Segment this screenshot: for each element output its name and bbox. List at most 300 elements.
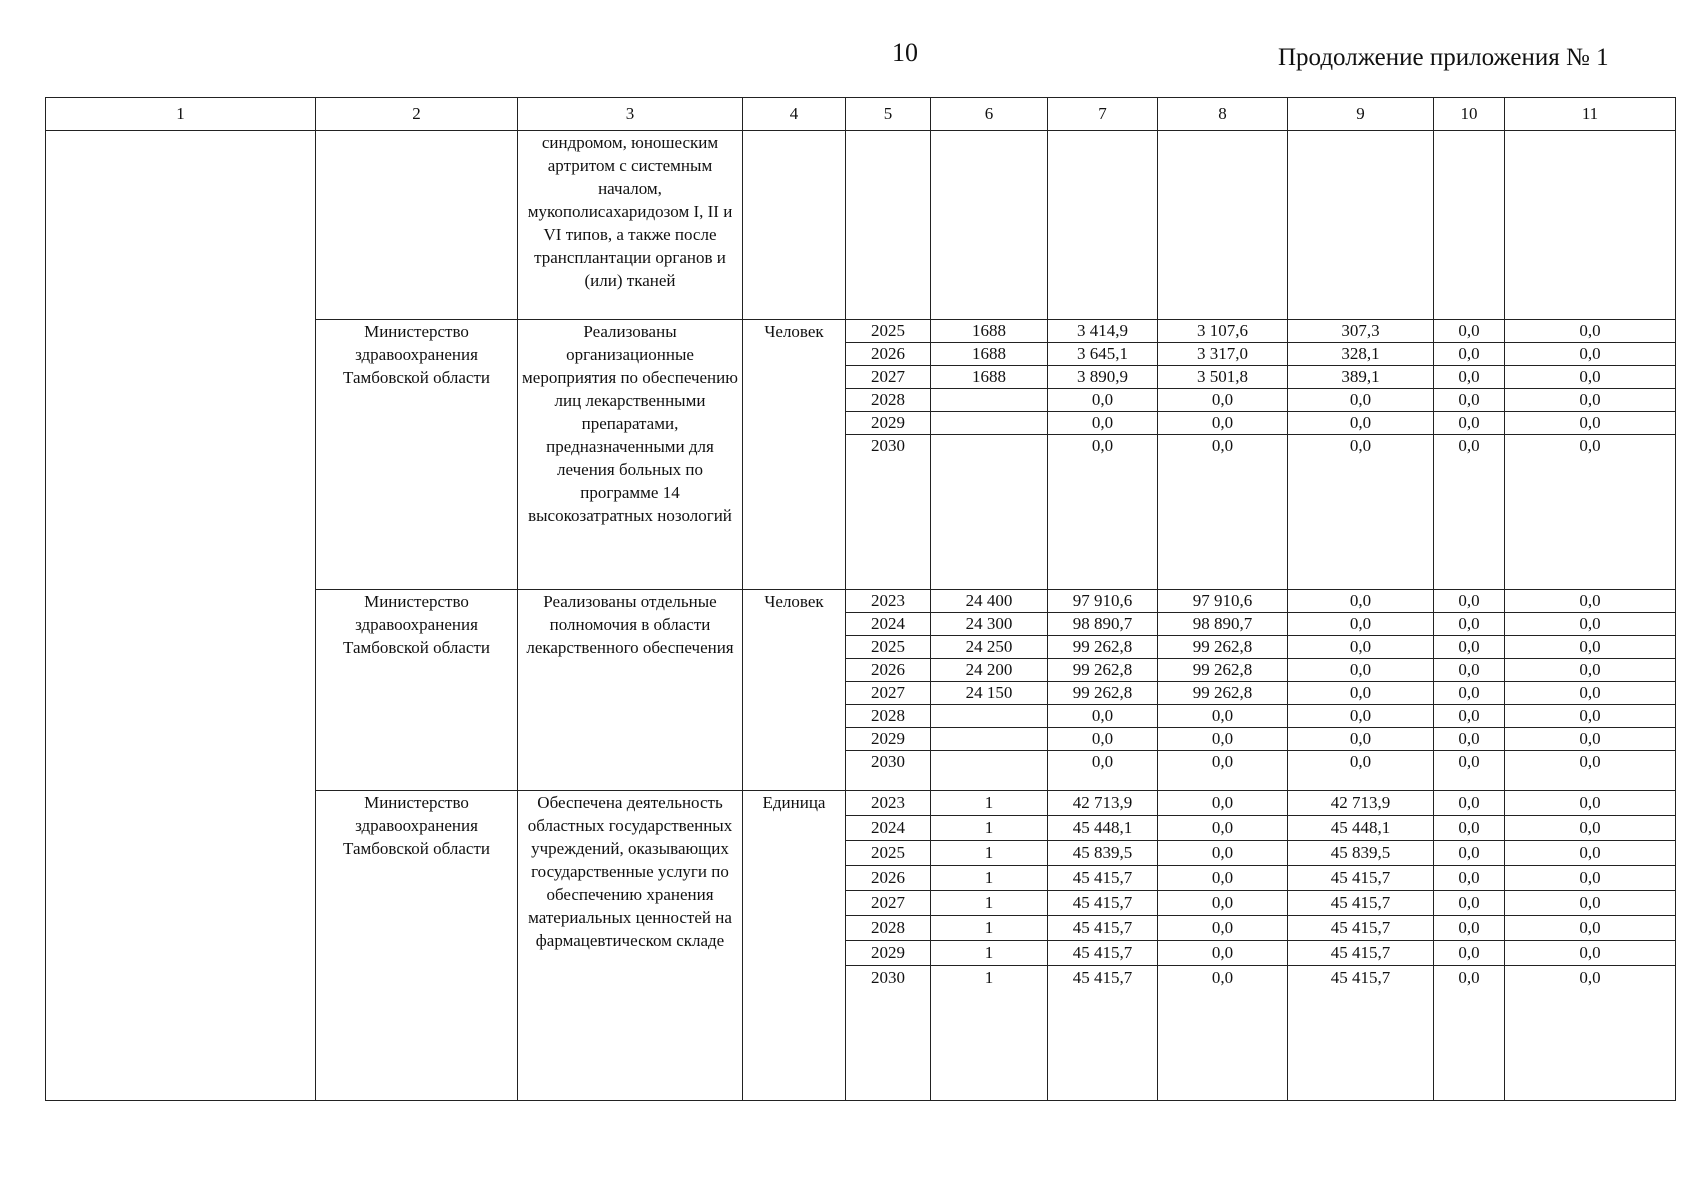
table-row — [1434, 636, 1504, 659]
table-row — [931, 590, 1047, 613]
table-row — [846, 791, 930, 816]
table-row — [1505, 751, 1675, 774]
value-cell: 99 262,8 — [1158, 682, 1287, 705]
value-cell: 0,0 — [1579, 968, 1601, 987]
value-cell: 0,0 — [1091, 752, 1114, 771]
value-cell: 0,0 — [1505, 343, 1675, 366]
value-cell: 0,0 — [1505, 366, 1675, 389]
table-row — [846, 636, 930, 659]
value-cell: 99 262,8 — [1158, 659, 1287, 682]
table-row — [1158, 751, 1287, 774]
table-row — [931, 841, 1047, 866]
description-cell: Реализованы отдельные полномочия в области лекарственного обеспечения — [518, 590, 743, 791]
value-cell: 45 415,7 — [1288, 916, 1433, 941]
value-cell: 1 — [931, 891, 1047, 916]
table-row — [846, 590, 930, 613]
value-cell: 3 501,8 — [1158, 366, 1287, 389]
value-cell — [931, 389, 1047, 412]
table-row — [1505, 728, 1675, 751]
table-row — [931, 343, 1047, 366]
year-cell: 2026 — [846, 866, 930, 891]
value-cell: 0,0 — [1505, 728, 1675, 751]
sub-list — [1158, 590, 1287, 773]
sub-list — [1048, 791, 1157, 990]
column-header: 7 — [1048, 98, 1158, 131]
table-row — [846, 682, 930, 705]
table-row — [1158, 705, 1287, 728]
year-cell: 2028 — [846, 705, 930, 728]
value-cell: 45 415,7 — [1048, 891, 1157, 916]
table-row — [846, 613, 930, 636]
value-cell: 1688 — [931, 320, 1047, 343]
column-header: 11 — [1505, 98, 1676, 131]
total-column — [1048, 320, 1158, 590]
sub-list — [1048, 320, 1157, 457]
value-cell: 0,0 — [1434, 590, 1504, 613]
table-row — [1288, 751, 1433, 774]
sub-list — [931, 320, 1047, 457]
value-cell: 0,0 — [1579, 436, 1601, 455]
value-cell: 98 890,7 — [1048, 613, 1157, 636]
table-row — [931, 435, 1047, 458]
table-row — [1288, 728, 1433, 751]
table-row — [1505, 705, 1675, 728]
value-cell: 45 415,7 — [1048, 916, 1157, 941]
value-cell: 0,0 — [1434, 412, 1504, 435]
value-cell: 0,0 — [1458, 968, 1480, 987]
year-cell: 2029 — [846, 941, 930, 966]
table-row — [931, 682, 1047, 705]
value-cell: 0,0 — [1505, 659, 1675, 682]
unit-cell: Человек — [743, 590, 846, 791]
continuation-title: Продолжение приложения № 1 — [1278, 44, 1609, 71]
table-row — [1288, 791, 1433, 816]
sub-list — [931, 590, 1047, 773]
year-cell: 2023 — [846, 590, 930, 613]
value-cell: 0,0 — [1505, 791, 1675, 816]
value-cell: 24 200 — [931, 659, 1047, 682]
year-cell: 2029 — [846, 412, 930, 435]
table-row — [1048, 343, 1157, 366]
table-row — [1505, 916, 1675, 941]
table-row — [1505, 791, 1675, 816]
value-cell: 42 713,9 — [1048, 791, 1157, 816]
table-row — [931, 659, 1047, 682]
table-row — [1505, 412, 1675, 435]
table-row — [846, 866, 930, 891]
count-column — [931, 590, 1048, 791]
value-cell: 0,0 — [1158, 728, 1287, 751]
column-header: 1 — [46, 98, 316, 131]
value-cell: 0,0 — [1091, 436, 1114, 455]
value-cell: 0,0 — [1505, 636, 1675, 659]
col10-column — [1434, 320, 1505, 590]
value-cell: 0,0 — [1579, 752, 1601, 771]
table-row — [1288, 816, 1433, 841]
table-row — [1434, 366, 1504, 389]
table-row — [931, 613, 1047, 636]
table-row — [1288, 682, 1433, 705]
table-row — [1434, 613, 1504, 636]
value-cell: 0,0 — [1048, 728, 1157, 751]
table-row — [1158, 320, 1287, 343]
value-cell: 0,0 — [1288, 682, 1433, 705]
table-row — [1158, 590, 1287, 613]
table-row — [1434, 966, 1504, 991]
value-cell: 0,0 — [1505, 613, 1675, 636]
value-cell: 0,0 — [1211, 436, 1234, 455]
value-cell: 97 910,6 — [1048, 590, 1157, 613]
table-row — [1288, 636, 1433, 659]
table-row — [1434, 705, 1504, 728]
table-row — [1288, 966, 1433, 991]
table-row — [46, 131, 1676, 320]
table-row — [1434, 891, 1504, 916]
value-cell: 0,0 — [1505, 389, 1675, 412]
sub-list — [1158, 791, 1287, 990]
count-column — [931, 320, 1048, 590]
table-row — [1434, 435, 1504, 458]
table-row — [1158, 389, 1287, 412]
value-cell: 98 890,7 — [1158, 613, 1287, 636]
value-cell: 0,0 — [1505, 682, 1675, 705]
table-row — [1288, 916, 1433, 941]
year-cell: 2028 — [846, 389, 930, 412]
value-cell — [931, 728, 1047, 751]
value-cell: 0,0 — [1434, 866, 1504, 891]
value-cell: 1688 — [931, 343, 1047, 366]
value-cell: 0,0 — [1505, 705, 1675, 728]
value-cell: 24 150 — [931, 682, 1047, 705]
table-row — [1158, 435, 1287, 458]
table-row — [1434, 682, 1504, 705]
table-row — [1505, 891, 1675, 916]
value-cell: 45 415,7 — [1048, 941, 1157, 966]
value-cell: 389,1 — [1288, 366, 1433, 389]
value-cell: 99 262,8 — [1048, 659, 1157, 682]
value-cell: 0,0 — [1434, 941, 1504, 966]
table-row — [1158, 682, 1287, 705]
column-header: 5 — [846, 98, 931, 131]
value-cell: 0,0 — [1434, 682, 1504, 705]
value-cell: 3 107,6 — [1158, 320, 1287, 343]
table-row — [1288, 590, 1433, 613]
table-row — [846, 941, 930, 966]
value-cell: 0,0 — [1288, 613, 1433, 636]
value-cell: 0,0 — [1434, 389, 1504, 412]
sub-list — [1288, 590, 1433, 773]
table-row — [1434, 816, 1504, 841]
sub-list — [931, 791, 1047, 990]
sub-list — [846, 791, 930, 990]
table-row — [1048, 751, 1157, 774]
unit-cell: Человек — [743, 320, 846, 590]
table-row — [1505, 841, 1675, 866]
value-cell: 45 415,7 — [1048, 866, 1157, 891]
value-cell: 0,0 — [1434, 659, 1504, 682]
value-cell: 45 415,7 — [1288, 891, 1433, 916]
table-row — [1288, 866, 1433, 891]
year-cell: 2028 — [846, 916, 930, 941]
column-1-cell — [46, 131, 316, 1101]
sub-list — [1048, 590, 1157, 773]
column-header: 9 — [1288, 98, 1434, 131]
value-cell: 0,0 — [1505, 916, 1675, 941]
value-cell: 45 415,7 — [1072, 968, 1133, 987]
value-cell: 3 317,0 — [1158, 343, 1287, 366]
value-cell: 0,0 — [1288, 590, 1433, 613]
page-number: 10 — [892, 38, 918, 67]
table-row — [931, 816, 1047, 841]
table-row — [1434, 791, 1504, 816]
value-cell: 0,0 — [1288, 412, 1433, 435]
value-cell: 3 414,9 — [1048, 320, 1157, 343]
table-row — [1288, 613, 1433, 636]
value-cell: 0,0 — [1505, 891, 1675, 916]
table-row — [1288, 320, 1433, 343]
year-cell: 2025 — [846, 841, 930, 866]
org-cell: Министерство здравоохранения Тамбовской области — [316, 320, 518, 590]
table-row — [846, 389, 930, 412]
value-cell: 0,0 — [1458, 752, 1480, 771]
table-row — [1288, 389, 1433, 412]
year-cell: 2023 — [846, 791, 930, 816]
column-header: 4 — [743, 98, 846, 131]
year-cell: 2026 — [846, 659, 930, 682]
value-cell: 0,0 — [1288, 389, 1433, 412]
value-cell: 328,1 — [1288, 343, 1433, 366]
table-row — [1048, 590, 1157, 613]
column-header: 6 — [931, 98, 1048, 131]
table-row — [1434, 412, 1504, 435]
col11-column — [1505, 320, 1676, 590]
table-row — [1434, 841, 1504, 866]
table-row — [931, 916, 1047, 941]
value-cell: 0,0 — [1158, 389, 1287, 412]
table-row — [846, 659, 930, 682]
value-cell: 0,0 — [1434, 613, 1504, 636]
table-row — [1505, 659, 1675, 682]
value-cell: 0,0 — [1048, 705, 1157, 728]
value-cell: 0,0 — [1048, 412, 1157, 435]
year-cell: 2027 — [846, 366, 930, 389]
value-cell: 45 839,5 — [1048, 841, 1157, 866]
sub-list — [1505, 590, 1675, 773]
table-row — [1048, 941, 1157, 966]
table-row — [1158, 916, 1287, 941]
table-row — [1158, 412, 1287, 435]
table-row — [846, 412, 930, 435]
value-cell: 45 415,7 — [1330, 968, 1391, 987]
table-row — [1288, 705, 1433, 728]
table-row — [931, 412, 1047, 435]
value-cell: 0,0 — [1211, 752, 1234, 771]
col8-column — [1158, 320, 1288, 590]
value-cell: 0,0 — [1288, 728, 1433, 751]
value-cell: 1 — [931, 916, 1047, 941]
sub-list — [1505, 791, 1675, 990]
table-row — [931, 389, 1047, 412]
col11-column — [1505, 590, 1676, 791]
value-cell: 45 448,1 — [1048, 816, 1157, 841]
total-column — [1048, 791, 1158, 1101]
value-cell: 24 400 — [931, 590, 1047, 613]
value-cell: 45 448,1 — [1288, 816, 1433, 841]
table-row — [931, 320, 1047, 343]
value-cell: 0,0 — [1349, 436, 1372, 455]
value-cell: 0,0 — [1505, 941, 1675, 966]
table-row — [1158, 866, 1287, 891]
sub-list — [1434, 791, 1504, 990]
table-row — [1048, 435, 1157, 458]
value-cell: 99 262,8 — [1048, 636, 1157, 659]
table-row — [1158, 659, 1287, 682]
description-cell: Реализованы организационные мероприятия по обеспечению лиц лекарственными препаратами, предназначенными для лечения больных по программе 14 высокозатратных нозологий — [518, 320, 743, 590]
table-row — [1048, 682, 1157, 705]
year-cell: 2027 — [846, 891, 930, 916]
col8-column — [1158, 590, 1288, 791]
table-row — [1048, 389, 1157, 412]
value-cell: 0,0 — [1434, 636, 1504, 659]
table-row — [846, 966, 930, 991]
table-row — [1505, 966, 1675, 991]
table-row — [1505, 320, 1675, 343]
col9-column — [1288, 791, 1434, 1101]
value-cell: 0,0 — [1505, 866, 1675, 891]
value-cell: 24 250 — [931, 636, 1047, 659]
table-row — [1505, 366, 1675, 389]
table-row — [846, 816, 930, 841]
table-row — [846, 751, 930, 774]
table-row — [1048, 916, 1157, 941]
table-row — [1288, 435, 1433, 458]
table-row — [1048, 816, 1157, 841]
value-cell: 307,3 — [1288, 320, 1433, 343]
table-row — [846, 435, 930, 458]
table-row — [1048, 841, 1157, 866]
value-cell — [931, 705, 1047, 728]
value-cell: 45 415,7 — [1288, 866, 1433, 891]
table-row — [1048, 659, 1157, 682]
table-row — [1288, 412, 1433, 435]
value-cell: 42 713,9 — [1288, 791, 1433, 816]
table-row — [1158, 891, 1287, 916]
table-row — [1288, 659, 1433, 682]
value-cell: 0,0 — [1505, 841, 1675, 866]
unit-cell: Единица — [743, 791, 846, 1101]
value-cell: 0,0 — [1158, 816, 1287, 841]
year-column — [846, 590, 931, 791]
table-row — [931, 636, 1047, 659]
value-cell: 0,0 — [1158, 791, 1287, 816]
table-row — [1505, 941, 1675, 966]
year-cell: 2025 — [846, 636, 930, 659]
table-row — [1288, 366, 1433, 389]
value-cell: 1 — [931, 841, 1047, 866]
table-row — [1434, 866, 1504, 891]
table-row — [1048, 412, 1157, 435]
year-cell: 2027 — [846, 682, 930, 705]
year-cell: 2029 — [846, 728, 930, 751]
table-row — [1158, 613, 1287, 636]
table-row — [931, 728, 1047, 751]
sub-list — [1288, 791, 1433, 990]
value-cell: 0,0 — [1434, 343, 1504, 366]
table-row — [1434, 751, 1504, 774]
value-cell: 3 890,9 — [1048, 366, 1157, 389]
table-row — [846, 343, 930, 366]
table-row — [1434, 389, 1504, 412]
table-row — [931, 941, 1047, 966]
table-row — [1048, 613, 1157, 636]
table-row — [1048, 636, 1157, 659]
value-cell: 97 910,6 — [1158, 590, 1287, 613]
total-column — [1048, 590, 1158, 791]
table-row — [846, 891, 930, 916]
table-row — [846, 366, 930, 389]
year-cell: 2030 — [871, 752, 905, 771]
col10-column — [1434, 590, 1505, 791]
org-cell: Министерство здравоохранения Тамбовской области — [316, 590, 518, 791]
value-cell: 0,0 — [1158, 705, 1287, 728]
table-row — [1048, 891, 1157, 916]
value-cell: 24 300 — [931, 613, 1047, 636]
year-column — [846, 320, 931, 590]
value-cell: 0,0 — [1434, 320, 1504, 343]
table-row — [1505, 389, 1675, 412]
col9-column — [1288, 590, 1434, 791]
table-row — [1158, 366, 1287, 389]
table-row — [1288, 941, 1433, 966]
table-row — [1505, 816, 1675, 841]
table-row — [931, 891, 1047, 916]
table-row — [1048, 728, 1157, 751]
value-cell: 1688 — [931, 366, 1047, 389]
value-cell: 0,0 — [1434, 841, 1504, 866]
value-cell: 0,0 — [1288, 636, 1433, 659]
value-cell — [931, 435, 1047, 458]
table-row — [931, 366, 1047, 389]
col11-column — [1505, 791, 1676, 1101]
value-cell: 0,0 — [1434, 916, 1504, 941]
description-cell: Обеспечена деятельность областных государственных учреждений, оказывающих государственные услуги по обеспечению хранения материальных ценностей на фармацевтическом складе — [518, 791, 743, 1101]
value-cell: 45 415,7 — [1288, 941, 1433, 966]
table-row — [1505, 343, 1675, 366]
year-cell: 2026 — [846, 343, 930, 366]
value-cell: 0,0 — [1458, 436, 1480, 455]
table-row — [1158, 636, 1287, 659]
table-row — [1048, 705, 1157, 728]
table-row — [1158, 791, 1287, 816]
value-cell: 3 645,1 — [1048, 343, 1157, 366]
column-header: 10 — [1434, 98, 1505, 131]
value-cell: 0,0 — [1288, 705, 1433, 728]
table-row — [846, 728, 930, 751]
table-row — [1505, 613, 1675, 636]
sub-list — [1158, 320, 1287, 457]
value-cell: 45 839,5 — [1288, 841, 1433, 866]
column-header: 8 — [1158, 98, 1288, 131]
value-cell: 0,0 — [1158, 941, 1287, 966]
table-row — [1158, 343, 1287, 366]
table-row — [1048, 791, 1157, 816]
table-row — [1505, 590, 1675, 613]
table-row — [1505, 682, 1675, 705]
value-cell: 0,0 — [1158, 841, 1287, 866]
table-row — [931, 791, 1047, 816]
col8-column — [1158, 791, 1288, 1101]
value-cell — [931, 412, 1047, 435]
